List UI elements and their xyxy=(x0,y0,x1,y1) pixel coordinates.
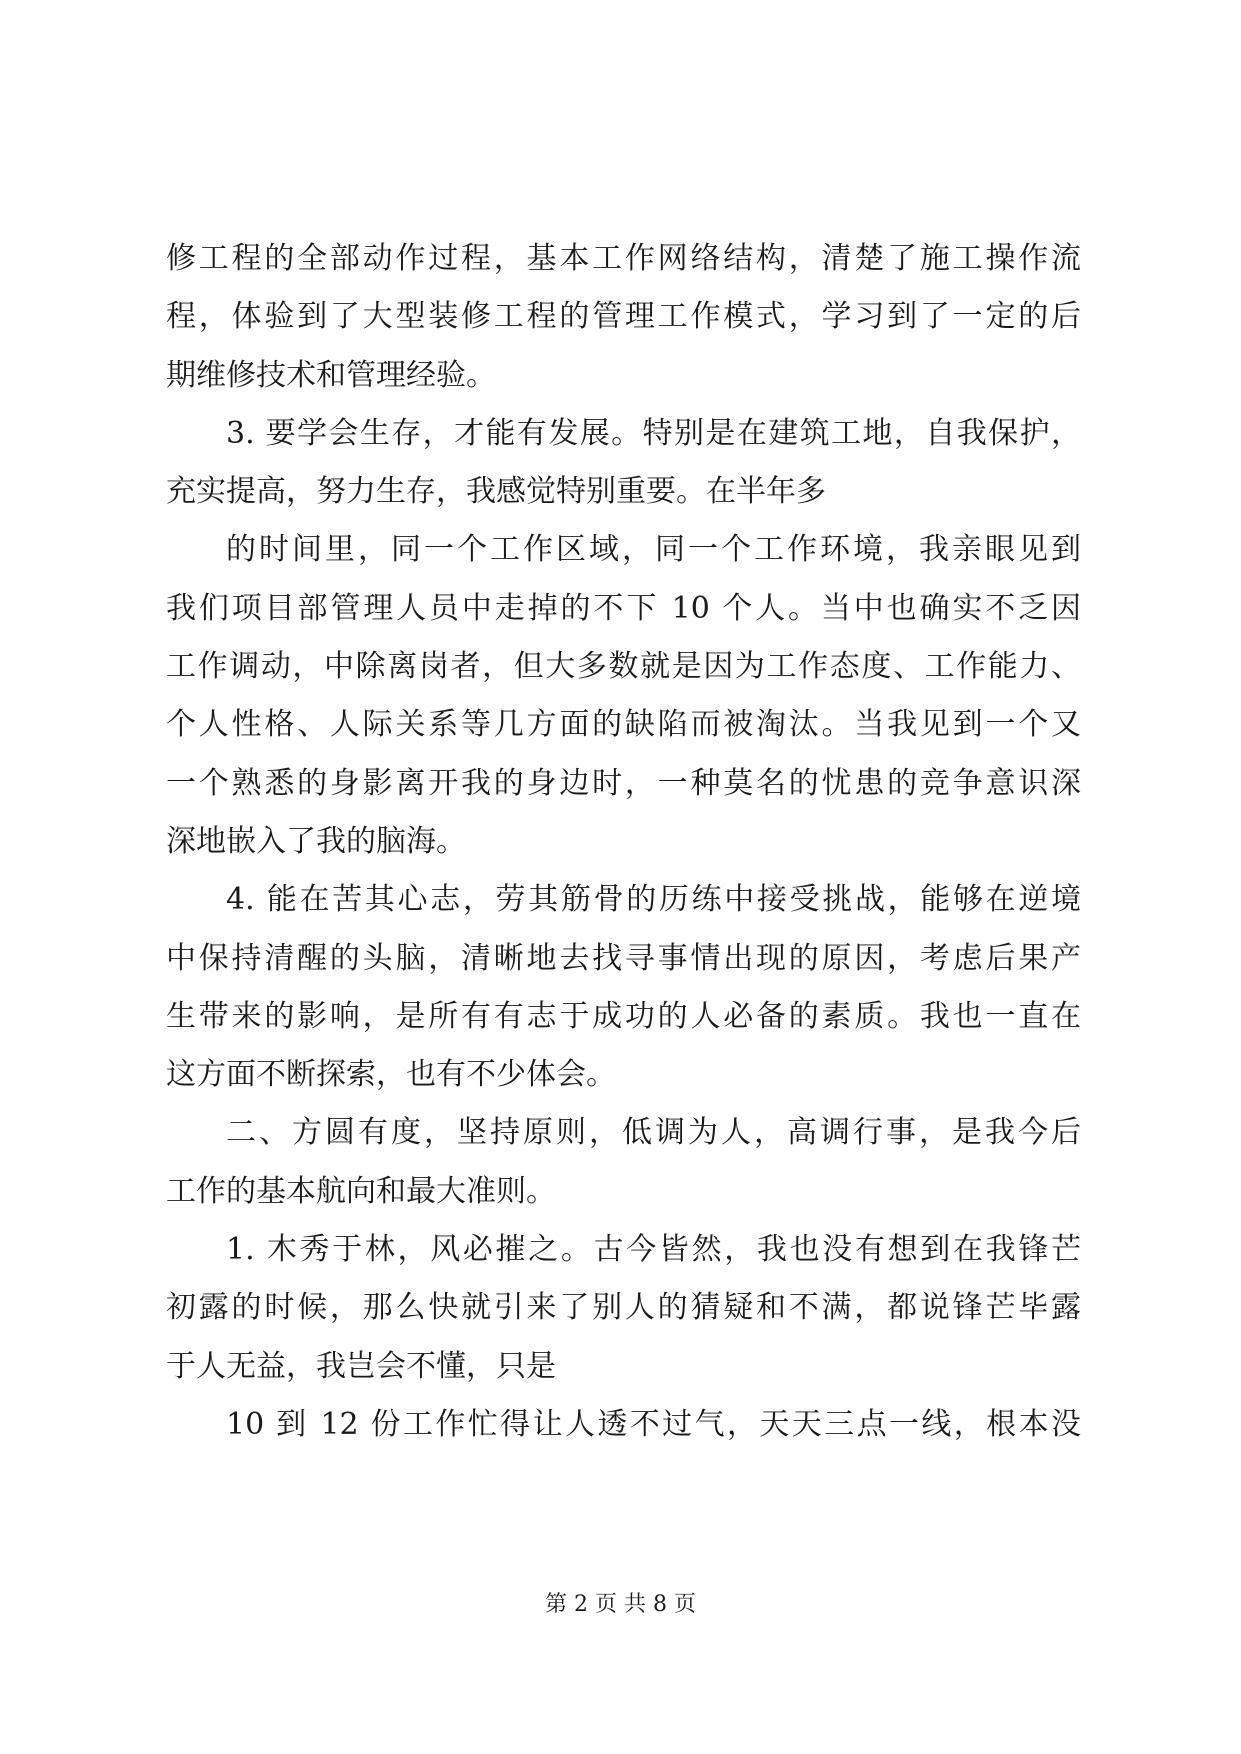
paragraph-start-line: 10 到 12 份工作忙得让人透不过气，天天三点一线，根本没 xyxy=(226,1406,1081,1442)
paragraph-start-line: 1. 木秀于林，风必摧之。古今皆然，我也没有想到在我锋芒 xyxy=(226,1232,1081,1268)
text-line: 工作调动，中除离岗者，但大多数就是因为工作态度、工作能力、 xyxy=(166,649,1081,685)
paragraph-start-line: 4. 能在苦其心志，劳其筋骨的历练中接受挑战，能够在逆境 xyxy=(226,882,1081,918)
section-heading-line: 二、方圆有度，坚持原则，低调为人，高调行事，是我今后 xyxy=(226,1115,1081,1151)
text-line: 深地嵌入了我的脑海。 xyxy=(166,823,466,859)
text-line: 个人性格、人际关系等几方面的缺陷而被淘汰。当我见到一个又 xyxy=(166,707,1081,743)
text-line: 初露的时候，那么快就引来了别人的猜疑和不满，都说锋芒毕露 xyxy=(166,1290,1081,1326)
text-line: 修工程的全部动作过程，基本工作网络结构，清楚了施工操作流 xyxy=(166,241,1081,276)
text-line: 充实提高，努力生存，我感觉特别重要。在半年多 xyxy=(166,474,826,510)
text-line: 这方面不断探索，也有不少体会。 xyxy=(166,1057,616,1093)
paragraph-start-line: 3. 要学会生存，才能有发展。特别是在建筑工地，自我保护， xyxy=(226,415,1081,451)
page-footer: 第 2 页 共 8 页 xyxy=(545,1592,696,1617)
text-line: 生带来的影响，是所有有志于成功的人必备的素质。我也一直在 xyxy=(166,998,1081,1034)
text-line: 我们项目部管理人员中走掉的不下 10 个人。当中也确实不乏因 xyxy=(166,590,1081,626)
text-line: 于人无益，我岂会不懂，只是 xyxy=(166,1348,556,1384)
text-line: 程，体验到了大型装修工程的管理工作模式，学习到了一定的后 xyxy=(166,299,1081,335)
text-line: 期维修技术和管理经验。 xyxy=(166,357,496,393)
text-line: 中保持清醒的头脑，清晰地去找寻事情出现的原因，考虑后果产 xyxy=(166,940,1081,976)
text-line: 一个熟悉的身影离开我的身边时，一种莫名的忧患的竞争意识深 xyxy=(166,765,1081,801)
body-text xyxy=(166,230,1081,1454)
text-line: 工作的基本航向和最大准则。 xyxy=(166,1173,556,1209)
paragraph-start-line: 的时间里，同一个工作区域，同一个工作环境，我亲眼见到 xyxy=(226,532,1081,568)
